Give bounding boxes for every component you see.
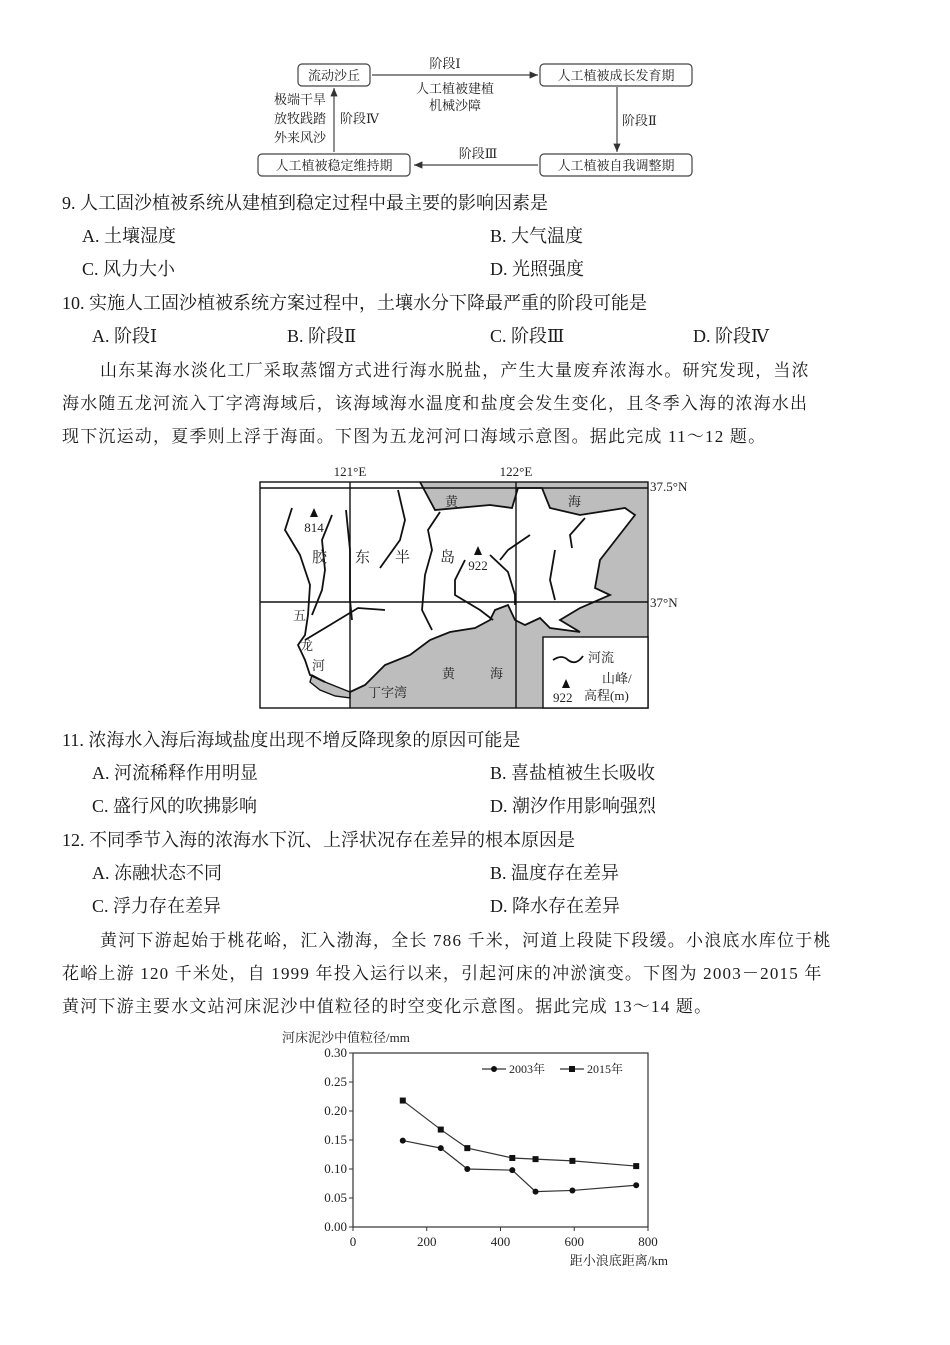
q11-option-a[interactable]: A. 河流稀释作用明显 (92, 763, 258, 783)
bay-label: 丁字湾 (368, 685, 408, 700)
peak-icon (474, 546, 482, 555)
stage-note: 机械沙障 (428, 98, 482, 113)
q10-option-b[interactable]: B. 阶段Ⅱ (287, 326, 357, 346)
q9-option-b[interactable]: B. 大气温度 (490, 226, 584, 246)
lon-label: 122°E (499, 464, 533, 479)
x-axis-label: 距小浪底距离/km (569, 1253, 668, 1268)
y-tick-label: 0.25 (324, 1074, 347, 1089)
q9-option-d[interactable]: D. 光照强度 (490, 259, 584, 279)
y-tick-label: 0.10 (324, 1161, 347, 1176)
stage-label: 阶段Ⅲ (458, 146, 498, 161)
data-point (633, 1163, 639, 1169)
passage-line: 黄河下游主要水文站河床泥沙中值粒径的时空变化示意图。据此完成 13～14 题。 (62, 997, 713, 1016)
stage-note: 人工植被建植 (415, 81, 495, 96)
place-label: 半 (395, 550, 411, 566)
x-tick-label: 600 (564, 1234, 584, 1249)
plot-frame (353, 1053, 648, 1227)
data-point (509, 1155, 515, 1161)
q11-option-b[interactable]: B. 喜盐植被生长吸收 (490, 763, 656, 783)
y-tick-label: 0.30 (324, 1045, 347, 1060)
sea-label: 黄 (442, 666, 456, 681)
legend-peak-value: 922 (553, 690, 573, 705)
y-tick-label: 0.05 (324, 1190, 347, 1205)
x-tick-label: 400 (490, 1234, 511, 1249)
passage-line: 山东某海水淡化工厂采取蒸馏方式进行海水脱盐，产生大量废弃浓海水。研究发现，当浓 (100, 361, 810, 380)
wulong-river-map (250, 460, 700, 712)
q11-option-c[interactable]: C. 盛行风的吹拂影响 (92, 796, 258, 816)
q12-option-d[interactable]: D. 降水存在差异 (490, 896, 620, 916)
x-tick-label: 0 (349, 1234, 357, 1249)
question-9-stem: 9. 人工固沙植被系统从建植到稳定过程中最主要的影响因素是 (62, 193, 548, 213)
question-11-stem: 11. 浓海水入海后海域盐度出现不增反降现象的原因可能是 (62, 730, 521, 750)
peak-icon (310, 508, 318, 517)
legend-marker (569, 1066, 575, 1072)
data-point (464, 1166, 470, 1172)
data-point (400, 1098, 406, 1104)
question-10-stem: 10. 实施人工固沙植被系统方案过程中，土壤水分下降最严重的阶段可能是 (62, 293, 647, 313)
q12-option-c[interactable]: C. 浮力存在差异 (92, 896, 222, 916)
data-point (509, 1167, 515, 1173)
passage-11-12 (62, 354, 892, 453)
x-tick-label: 800 (638, 1234, 658, 1249)
box-label: 人工植被自我调整期 (557, 158, 675, 173)
data-point (533, 1156, 539, 1162)
legend-marker (491, 1066, 497, 1072)
legend-peak-label: 山峰/ (602, 671, 632, 686)
river-label: 河 (312, 658, 326, 673)
data-point (633, 1182, 639, 1188)
passage-line: 黄河下游起始于桃花峪，汇入渤海，全长 786 千米，河道上段陡下段缓。小浪底水库位于桃 (100, 931, 832, 950)
data-point (464, 1145, 470, 1151)
data-point (569, 1158, 575, 1164)
data-point (438, 1127, 444, 1133)
river (490, 555, 515, 605)
river (305, 608, 385, 640)
river (570, 518, 585, 548)
data-point (400, 1138, 406, 1144)
stage-label: 阶段Ⅳ (340, 111, 379, 126)
x-tick-label: 200 (417, 1234, 437, 1249)
stage-label: 阶段Ⅰ (429, 56, 461, 71)
series-line-2015年 (403, 1101, 636, 1167)
place-label: 岛 (440, 550, 456, 566)
legend-label: 2015年 (587, 1062, 624, 1076)
q10-option-d[interactable]: D. 阶段Ⅳ (693, 326, 769, 346)
river (422, 512, 440, 630)
q9-option-a[interactable]: A. 土壤湿度 (82, 226, 176, 246)
legend-river-label: 河流 (588, 650, 615, 665)
legend-elev-label: 高程(m) (584, 688, 629, 703)
q9-option-c[interactable]: C. 风力大小 (82, 259, 176, 279)
q11-option-d[interactable]: D. 潮汐作用影响强烈 (490, 796, 656, 816)
y-tick-label: 0.15 (324, 1132, 347, 1147)
stage-note: 放牧践踏 (273, 111, 327, 126)
passage-line: 海水随五龙河流入丁字湾海域后，该海域海水温度和盐度会发生变化，且冬季入海的浓海水出 (62, 394, 809, 413)
passage-line: 花峪上游 120 千米处，自 1999 年投入运行以来，引起河床的冲淤演变。下图为 2003－2015 年 (62, 964, 823, 983)
y-axis-label: 河床泥沙中值粒径/mm (282, 1030, 410, 1045)
river (550, 550, 555, 600)
q10-option-a[interactable]: A. 阶段Ⅰ (92, 326, 158, 346)
q10-option-c[interactable]: C. 阶段Ⅲ (490, 326, 565, 346)
sea-label: 黄 (445, 494, 459, 509)
stage-label: 阶段Ⅱ (622, 113, 657, 128)
sea-label: 海 (568, 494, 582, 509)
box-label: 流动沙丘 (307, 68, 361, 83)
passage-13-14 (62, 924, 892, 1023)
data-point (438, 1145, 444, 1151)
sea-label: 海 (490, 666, 504, 681)
lon-label: 121°E (333, 464, 367, 479)
grain-size-chart (270, 1025, 680, 1275)
question-12-stem: 12. 不同季节入海的浓海水下沉、上浮状况存在差异的根本原因是 (62, 830, 575, 850)
flow-diagram (250, 50, 710, 180)
q12-option-b[interactable]: B. 温度存在差异 (490, 863, 620, 883)
data-point (533, 1189, 539, 1195)
peak-elevation: 922 (468, 558, 488, 573)
q12-option-a[interactable]: A. 冻融状态不同 (92, 863, 222, 883)
river-label: 龙 (300, 638, 314, 653)
box-label: 人工植被稳定维持期 (275, 158, 393, 173)
box-label: 人工植被成长发育期 (557, 68, 675, 83)
lat-label: 37°N (650, 595, 678, 610)
lat-label: 37.5°N (650, 479, 688, 494)
river (500, 535, 530, 560)
place-label: 胶 (312, 550, 328, 566)
stage-note: 极端干旱 (273, 92, 327, 107)
legend-label: 2003年 (509, 1062, 546, 1076)
y-tick-label: 0.00 (324, 1219, 347, 1234)
peak-elevation: 814 (304, 520, 324, 535)
stage-note: 外来风沙 (273, 130, 327, 145)
data-point (569, 1187, 575, 1193)
y-tick-label: 0.20 (324, 1103, 347, 1118)
river-label: 五 (293, 608, 307, 623)
passage-line: 现下沉运动，夏季则上浮于海面。下图为五龙河河口海域示意图。据此完成 11～12 题。 (62, 427, 767, 446)
place-label: 东 (355, 550, 371, 566)
river (346, 510, 352, 620)
